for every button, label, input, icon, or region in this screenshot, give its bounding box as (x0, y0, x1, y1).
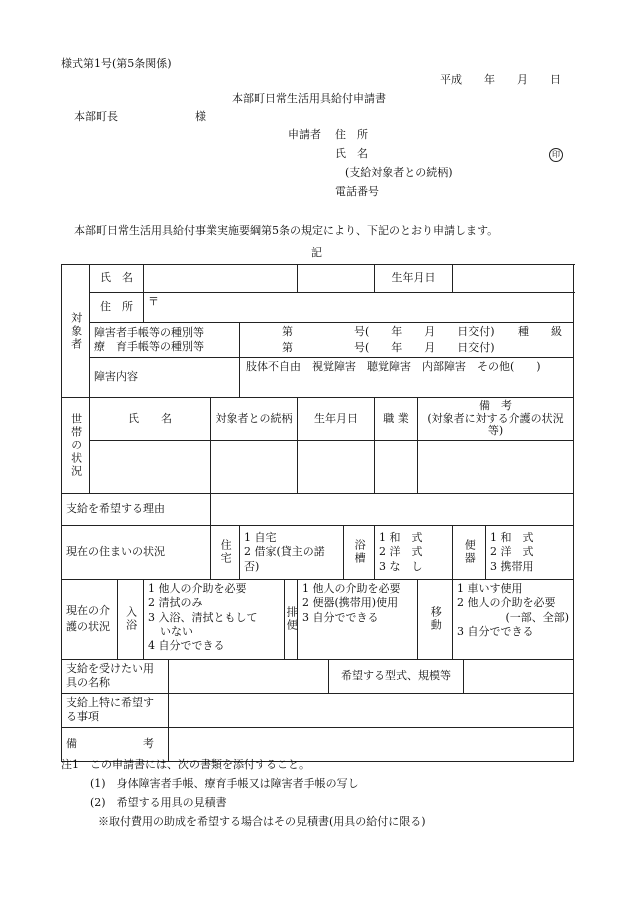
household-note-header (418, 398, 574, 441)
handbook-dai-1: 第 (282, 325, 293, 338)
note-1: 注1 この申請書には、次の書類を添付すること。 (61, 758, 310, 771)
housing-house-label: 住宅 (211, 525, 240, 579)
target-birth-value[interactable] (453, 265, 574, 293)
item-name-value[interactable] (169, 659, 329, 693)
housing-toilet-label: 便器 (453, 525, 486, 579)
housing-house-options[interactable] (240, 525, 344, 579)
date-line: 平成 年 月 日 (440, 73, 561, 86)
house-option-2: 2 借家(貸主の諾否) (244, 545, 325, 573)
handbook-dai-2: 第 (282, 341, 293, 354)
care-bath-options[interactable] (144, 579, 285, 659)
bath-option-3: 3 な し (379, 559, 423, 573)
target-birth-label: 生年月日 (375, 265, 453, 293)
desired-type-label: 希望する型式、規模等 (329, 659, 464, 693)
note-3: (2) 希望する用具の見積書 (90, 796, 227, 809)
care-excr-3: 3 自分でできる (302, 610, 379, 624)
household-birth-header: 生年月日 (298, 398, 375, 441)
household-name-cell[interactable] (90, 440, 211, 493)
applicant-label: 申請者 (288, 128, 321, 141)
care-move-1: 1 車いす使用 (457, 581, 523, 595)
intro-text: 本部町日常生活用具給付事業実施要綱第5条の規定により、下記のとおり申請します。 (74, 224, 499, 237)
form-title: 本部町日常生活用具給付申請書 (232, 92, 386, 105)
care-move-options[interactable] (453, 579, 574, 659)
care-move-3: 3 自分でできる (457, 624, 534, 638)
disability-options[interactable]: 肢体不自由 視覚障害 聴覚障害 内部障害 その他( ) (240, 358, 574, 398)
note-2: (1) 身体障害者手帳、療育手帳又は障害者手帳の写し (90, 777, 359, 790)
item-name-label: 支給を受けたい用具の名称 (62, 659, 169, 693)
toilet-option-3: 3 携帯用 (490, 559, 534, 573)
applicant-address-label: 住 所 (335, 128, 368, 141)
household-note-cell[interactable] (418, 440, 574, 493)
household-job-cell[interactable] (375, 440, 418, 493)
household-relation-header: 対象者との続柄 (211, 398, 298, 441)
remarks-label: 備 考 (62, 727, 169, 761)
target-side-label: 対象者 (62, 265, 90, 398)
application-table (61, 264, 574, 762)
care-move-label: 移動 (418, 579, 453, 659)
ki-mark: 記 (311, 246, 322, 259)
handbook-issue-2: 号( 年 月 日交付) (354, 341, 495, 354)
care-excr-2: 2 便器(携帯用)使用 (302, 596, 399, 610)
household-birth-cell[interactable] (298, 440, 375, 493)
target-address-label: 住 所 (90, 293, 144, 323)
care-bath-label: 入浴 (118, 579, 144, 659)
reason-label: 支給を希望する理由 (62, 493, 211, 525)
household-job-header: 職 業 (375, 398, 418, 441)
addressee: 本部町長 様 (74, 110, 206, 123)
applicant-phone-label: 電話番号 (335, 185, 379, 198)
household-note-title: 備 考 (479, 399, 513, 412)
care-label: 現在の介護の状況 (62, 579, 118, 659)
house-option-1: 1 自宅 (244, 530, 277, 544)
special-request-label: 支給上特に希望する事項 (62, 693, 169, 727)
household-name-header: 氏 名 (90, 398, 211, 441)
care-bath-4: 4 自分でできる (148, 639, 225, 653)
toilet-option-1: 1 和 式 (490, 530, 534, 544)
care-move-2: 2 他人の介助を必要 (457, 596, 556, 610)
postal-mark: 〒 (148, 295, 159, 308)
housing-bath-options[interactable] (375, 525, 453, 579)
special-request-value[interactable] (169, 693, 574, 727)
bath-option-1: 1 和 式 (379, 530, 423, 544)
care-move-2b: (一部、全部) (505, 610, 570, 624)
remarks-value[interactable] (169, 727, 574, 761)
care-bath-2: 2 清拭のみ (148, 596, 203, 610)
handbook-values[interactable] (240, 323, 574, 358)
reason-value[interactable] (211, 493, 574, 525)
target-name-extra[interactable] (298, 265, 375, 293)
target-name-label: 氏 名 (90, 265, 144, 293)
toilet-option-2: 2 洋 式 (490, 545, 534, 559)
handbook-issue-1: 号( 年 月 日交付) (354, 325, 495, 338)
household-note-sub: (対象者に対する介護の状況等) (427, 411, 564, 438)
housing-toilet-options[interactable] (486, 525, 574, 579)
note-4: ※取付費用の助成を希望する場合はその見積書(用具の給付に限る) (98, 815, 426, 828)
household-relation-cell[interactable] (211, 440, 298, 493)
care-excretion-options[interactable] (298, 579, 418, 659)
applicant-name-label: 氏 名 (335, 147, 368, 160)
handbook-type-1: 障害者手帳等の種別等 (94, 325, 204, 339)
care-excretion-label: 排便 (285, 579, 298, 659)
applicant-relation: (支給対象者との続柄) (345, 166, 453, 179)
target-name-value[interactable] (144, 265, 298, 293)
target-address-value[interactable] (144, 293, 574, 323)
care-excr-1: 1 他人の介助を必要 (302, 581, 401, 595)
bath-option-2: 2 洋 式 (379, 545, 423, 559)
household-side-label: 世帯の状況 (62, 398, 90, 494)
desired-type-value[interactable] (464, 659, 574, 693)
housing-bath-label: 浴槽 (344, 525, 375, 579)
disability-label: 障害内容 (90, 358, 240, 398)
housing-label: 現在の住まいの状況 (62, 525, 211, 579)
handbook-type-2: 療 育手帳等の種別等 (94, 340, 204, 353)
seal-mark (549, 147, 563, 162)
handbook-labels (90, 323, 240, 358)
care-bath-1: 1 他人の介助を必要 (148, 581, 247, 595)
handbook-grade: 種 級 (518, 325, 562, 338)
care-bath-3: 3 入浴、清拭ともして (148, 610, 258, 624)
seal-stamp-icon: 印 (549, 148, 563, 162)
care-bath-3b: いない (160, 624, 193, 638)
form-number: 様式第1号(第5条関係) (61, 57, 172, 70)
